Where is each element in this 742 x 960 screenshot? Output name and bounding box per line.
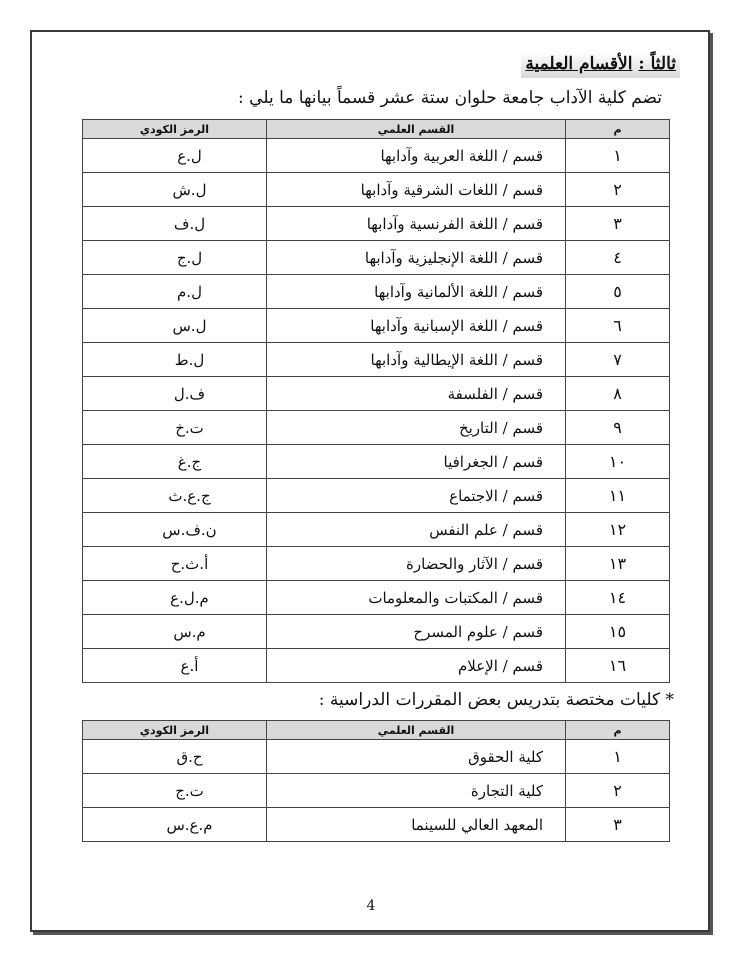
- header-num: م: [566, 120, 670, 139]
- department-code: ج.ع.ث: [83, 479, 267, 513]
- table-row: [83, 581, 670, 615]
- department-code: أ.ع: [83, 649, 267, 683]
- header-name: القسم العلمي: [267, 721, 566, 740]
- row-number: ٢: [566, 173, 670, 207]
- department-code: ل.ش: [83, 173, 267, 207]
- row-number: ١٥: [566, 615, 670, 649]
- row-number: ٦: [566, 309, 670, 343]
- department-name: قسم / اللغة الإيطالية وآدابها: [267, 343, 566, 377]
- table-row: [83, 309, 670, 343]
- row-number: ١٢: [566, 513, 670, 547]
- section-heading-title: الأقسام العلمية: [525, 54, 633, 74]
- department-name: قسم / اللغة الألمانية وآدابها: [267, 275, 566, 309]
- row-number: ١: [566, 740, 670, 774]
- row-number: ١٤: [566, 581, 670, 615]
- section-heading-prefix: ثالثاً :: [638, 54, 676, 74]
- department-name: قسم / الإعلام: [267, 649, 566, 683]
- row-number: ٨: [566, 377, 670, 411]
- row-number: ١١: [566, 479, 670, 513]
- table-row: [83, 377, 670, 411]
- note-text: * كليات مختصة بتدريس بعض المقررات الدراسية :: [318, 690, 674, 710]
- table-header-row: [83, 120, 670, 139]
- section-heading: [521, 52, 680, 78]
- department-name: قسم / التاريخ: [267, 411, 566, 445]
- department-code: ج.غ: [83, 445, 267, 479]
- department-code: ت.ج: [83, 774, 267, 808]
- row-number: ٣: [566, 207, 670, 241]
- row-number: ٣: [566, 808, 670, 842]
- header-num: م: [566, 721, 670, 740]
- department-name: قسم / الفلسفة: [267, 377, 566, 411]
- header-code: الرمز الكودي: [83, 120, 267, 139]
- table-row: [83, 808, 670, 842]
- department-name: كلية التجارة: [267, 774, 566, 808]
- table-row: [83, 411, 670, 445]
- row-number: ٧: [566, 343, 670, 377]
- department-code: م.س: [83, 615, 267, 649]
- table-row: [83, 275, 670, 309]
- department-code: ل.م: [83, 275, 267, 309]
- header-code: الرمز الكودي: [83, 721, 267, 740]
- department-name: قسم / الاجتماع: [267, 479, 566, 513]
- colleges-table: [82, 720, 670, 842]
- table-row: [83, 445, 670, 479]
- table-row: [83, 740, 670, 774]
- page-number: 4: [366, 898, 376, 914]
- department-name: قسم / اللغة الإسبانية وآدابها: [267, 309, 566, 343]
- department-name: قسم / المكتبات والمعلومات: [267, 581, 566, 615]
- department-name: قسم / الجغرافيا: [267, 445, 566, 479]
- row-number: ١٦: [566, 649, 670, 683]
- department-name: قسم / اللغة الإنجليزية وآدابها: [267, 241, 566, 275]
- department-name: قسم / اللغة الفرنسية وآدابها: [267, 207, 566, 241]
- table-row: [83, 139, 670, 173]
- table-row: [83, 207, 670, 241]
- department-code: أ.ث.ح: [83, 547, 267, 581]
- department-code: ن.ف.س: [83, 513, 267, 547]
- department-name: قسم / اللغة العربية وآدابها: [267, 139, 566, 173]
- table-row: [83, 173, 670, 207]
- table-row: [83, 241, 670, 275]
- row-number: ١٠: [566, 445, 670, 479]
- table-row: [83, 615, 670, 649]
- department-code: م.ع.س: [83, 808, 267, 842]
- table-header-row: [83, 721, 670, 740]
- header-name: القسم العلمي: [267, 120, 566, 139]
- department-code: ت.خ: [83, 411, 267, 445]
- row-number: ٢: [566, 774, 670, 808]
- table-row: [83, 547, 670, 581]
- department-code: ل.ط: [83, 343, 267, 377]
- department-code: م.ل.ع: [83, 581, 267, 615]
- department-name: قسم / الآثار والحضارة: [267, 547, 566, 581]
- table-row: [83, 479, 670, 513]
- department-code: ح.ق: [83, 740, 267, 774]
- row-number: ٩: [566, 411, 670, 445]
- department-code: ف.ل: [83, 377, 267, 411]
- row-number: ٥: [566, 275, 670, 309]
- table-row: [83, 513, 670, 547]
- department-code: ل.س: [83, 309, 267, 343]
- table-row: [83, 774, 670, 808]
- department-name: قسم / علوم المسرح: [267, 615, 566, 649]
- department-name: المعهد العالي للسينما: [267, 808, 566, 842]
- department-code: ل.ع: [83, 139, 267, 173]
- departments-table: [82, 119, 670, 683]
- table-row: [83, 649, 670, 683]
- department-name: كلية الحقوق: [267, 740, 566, 774]
- row-number: ٤: [566, 241, 670, 275]
- department-name: قسم / اللغات الشرقية وآدابها: [267, 173, 566, 207]
- row-number: ١: [566, 139, 670, 173]
- row-number: ١٣: [566, 547, 670, 581]
- table-row: [83, 343, 670, 377]
- department-code: ل.ج: [83, 241, 267, 275]
- intro-text: تضم كلية الآداب جامعة حلوان ستة عشر قسماً بيانها ما يلي :: [238, 88, 662, 108]
- department-name: قسم / علم النفس: [267, 513, 566, 547]
- department-code: ل.ف: [83, 207, 267, 241]
